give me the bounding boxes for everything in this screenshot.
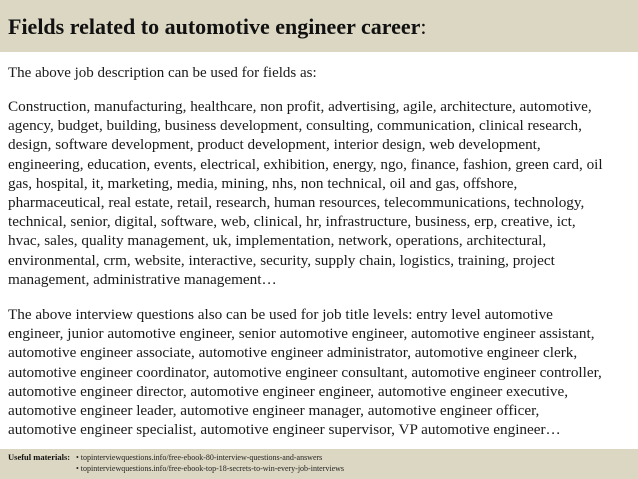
resource-link[interactable]: • topinterviewquestions.info/free-ebook-80-interview-questions-and-answers xyxy=(76,453,323,462)
paragraph-line: automotive engineer specialist, automotive engineer supervisor, VP automotive engineer… xyxy=(8,421,561,439)
useful-materials-label: Useful materials: xyxy=(8,452,71,462)
paragraph-line: automotive engineer associate, automotive engineer administrator, automotive engineer clerk, xyxy=(8,344,578,362)
intro-text: The above job description can be used for fields as: xyxy=(8,65,317,81)
header-bar xyxy=(0,0,638,52)
useful-materials-links xyxy=(76,452,344,474)
slide-title-text: Fields related to automotive engineer career xyxy=(8,14,421,39)
paragraph-line: gas, hospital, it, marketing, media, mining, nhs, non technical, oil and gas, offshore, xyxy=(8,174,518,192)
paragraph-line: management, administrative management… xyxy=(8,270,277,288)
footer-bar xyxy=(0,449,638,479)
job-levels-paragraph xyxy=(8,305,633,439)
paragraph-line: The above interview questions also can be used for job title levels: entry level automotive xyxy=(8,306,553,323)
slide-title xyxy=(8,14,427,40)
resource-link[interactable]: • topinterviewquestions.info/free-ebook-top-18-secrets-to-win-every-job-interviews xyxy=(76,464,345,473)
paragraph-line: agency, budget, building, business development, consulting, communication, clinical research, xyxy=(8,117,582,135)
paragraph-line: hvac, sales, quality management, uk, implementation, network, operations, architectural, xyxy=(8,232,547,250)
paragraph-line: technical, senior, digital, software, web, clinical, hr, infrastructure, business, erp, creative, ict, xyxy=(8,213,576,231)
paragraph-line: environmental, crm, website, interactive, security, supply chain, logistics, training, project xyxy=(8,251,555,269)
paragraph-line: engineer, junior automotive engineer, senior automotive engineer, automotive engineer assistant, xyxy=(8,325,595,343)
paragraph-line: pharmaceutical, real estate, retail, research, human resources, telecommunications, technology, xyxy=(8,194,585,212)
paragraph-line: automotive engineer coordinator, automotive engineer consultant, automotive engineer controller, xyxy=(8,363,602,381)
paragraph-line: design, software development, product development, interior design, web development, xyxy=(8,136,541,154)
paragraph-line: Construction, manufacturing, healthcare, non profit, advertising, agile, architecture, automotive, xyxy=(8,98,592,115)
slide-title-colon: : xyxy=(420,14,427,39)
paragraph-line: engineering, education, events, electrical, exhibition, energy, ngo, finance, fashion, green card, oil xyxy=(8,155,603,173)
fields-paragraph xyxy=(8,97,633,289)
paragraph-line: automotive engineer leader, automotive engineer manager, automotive engineer officer, xyxy=(8,402,540,420)
paragraph-line: automotive engineer director, automotive engineer engineer, automotive engineer executive, xyxy=(8,382,569,400)
